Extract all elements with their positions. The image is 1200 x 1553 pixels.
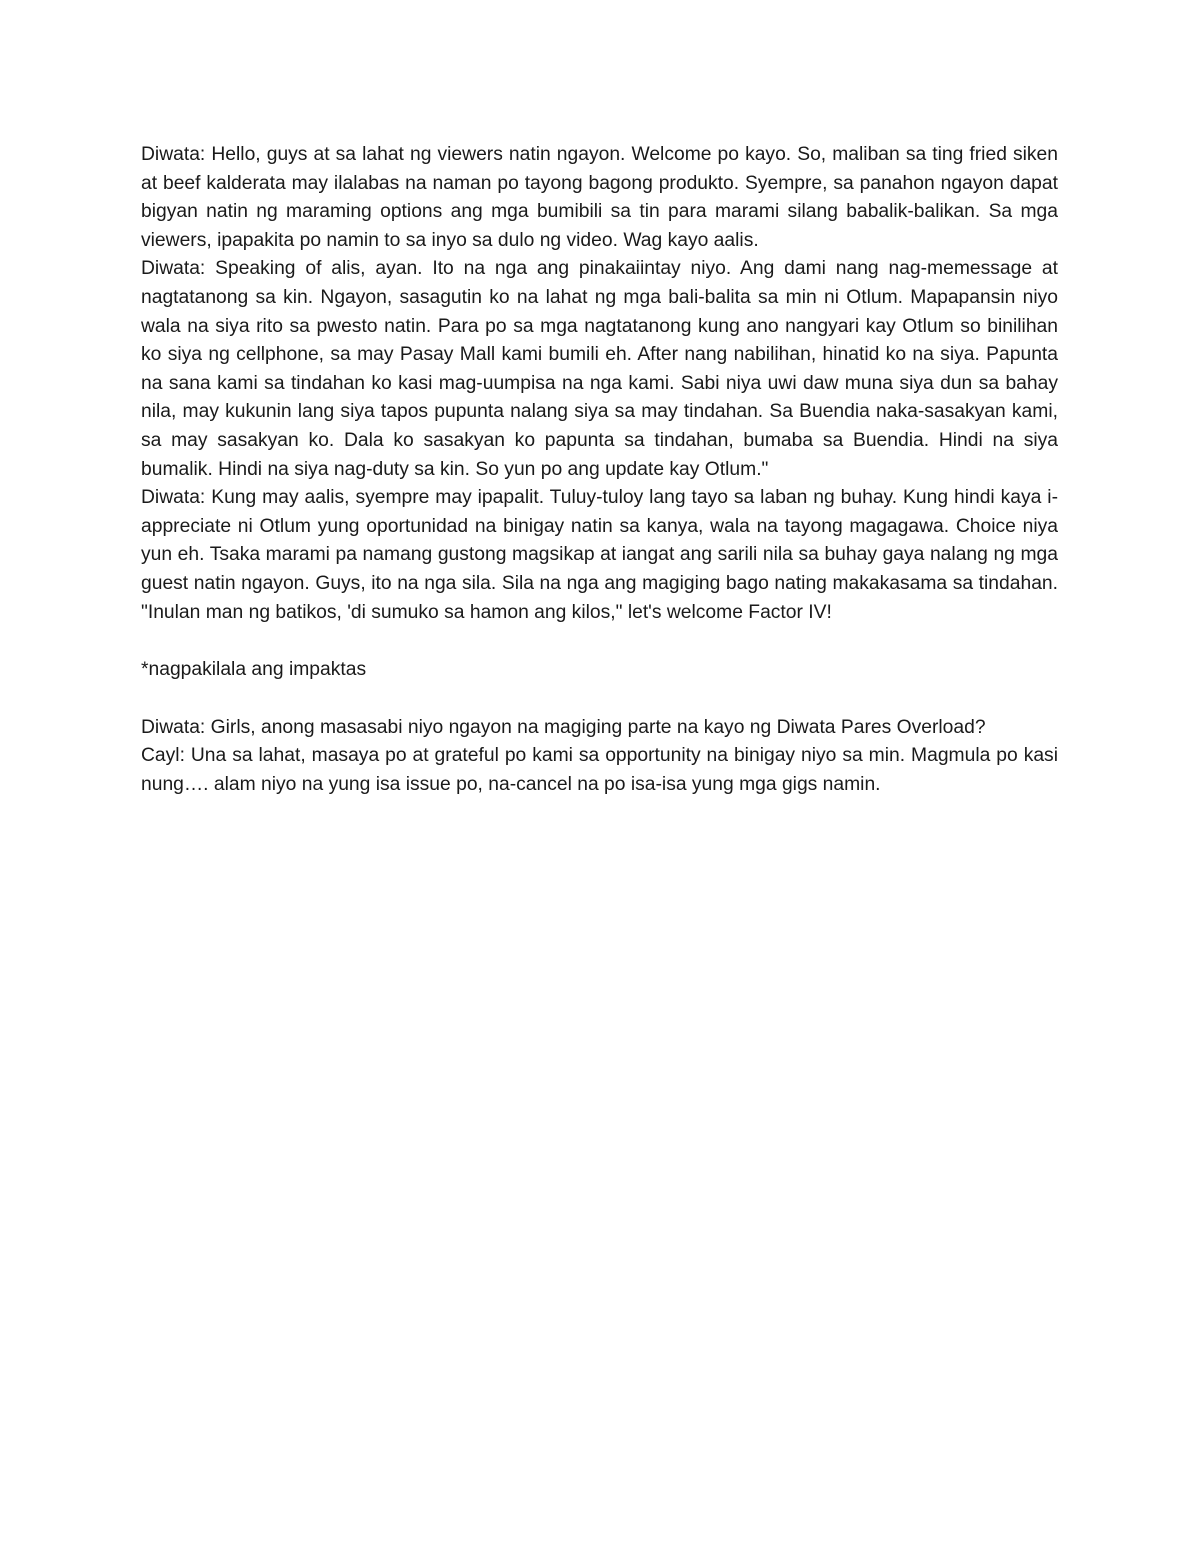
- paragraph-spacer: [141, 627, 1058, 656]
- paragraph-cayl-answer: Cayl: Una sa lahat, masaya po at grateful po kami sa opportunity na binigay niyo sa min. Magmula po kasi nung…. alam niyo na yung isa issue po, na-cancel na po isa-isa yung mga gigs namin.: [141, 745, 1058, 795]
- paragraph-welcome-factor-iv: Diwata: Kung may aalis, syempre may ipapalit. Tuluy-tuloy lang tayo sa laban ng buhay. Kung hindi kaya i-appreciate ni Otlum yung oportunidad na binigay natin sa kanya, wala na tayong magagawa. Choice niya yun eh. Tsaka marami pa namang gustong magsikap at iangat ang sarili nila sa buhay gaya nalang ng mga guest natin ngayon. Guys, ito na nga sila. Sila na nga ang magiging bago nating makakasama sa tindahan. "Inulan man ng batikos, 'di sumuko sa hamon ang kilos," let's welcome Factor IV!: [141, 487, 1058, 623]
- document-page: [141, 141, 1058, 799]
- stage-direction: *nagpakilala ang impaktas: [141, 659, 367, 681]
- paragraph-spacer: [141, 685, 1058, 714]
- paragraph-question: Diwata: Girls, anong masasabi niyo ngayon na magiging parte na kayo ng Diwata Pares Overload?: [141, 716, 986, 738]
- paragraph-intro: Diwata: Hello, guys at sa lahat ng viewers natin ngayon. Welcome po kayo. So, maliban sa ting fried siken at beef kalderata may ilalabas na naman po tayong bagong produkto. Syempre, sa panahon ngayon dapat bigyan natin ng maraming options ang mga bumibili sa tin para marami silang babalik-balikan. Sa mga viewers, ipapakita po namin to sa inyo sa dulo ng video. Wag kayo aalis.: [141, 144, 1058, 251]
- paragraph-otlum-update: Diwata: Speaking of alis, ayan. Ito na nga ang pinakaiintay niyo. Ang dami nang nag-memessage at nagtatanong sa kin. Ngayon, sasagutin ko na lahat ng mga bali-balita sa min ni Otlum. Mapapansin niyo wala na siya rito sa pwesto natin. Para po sa mga nagtatanong kung ano nangyari kay Otlum so binilihan ko siya ng cellphone, sa may Pasay Mall kami bumili eh. After nang nabilihan, hinatid ko na siya. Papunta na sana kami sa tindahan ko kasi mag-uumpisa na nga kami. Sabi niya uwi daw muna siya dun sa bahay nila, may kukunin lang siya tapos pupunta nalang siya sa may tindahan. Sa Buendia naka-sasakyan kami, sa may sasakyan ko. Dala ko sasakyan ko papunta sa tindahan, bumaba sa Buendia. Hindi na siya bumalik. Hindi na siya nag-duty sa kin. So yun po ang update kay Otlum.": [141, 258, 1058, 480]
